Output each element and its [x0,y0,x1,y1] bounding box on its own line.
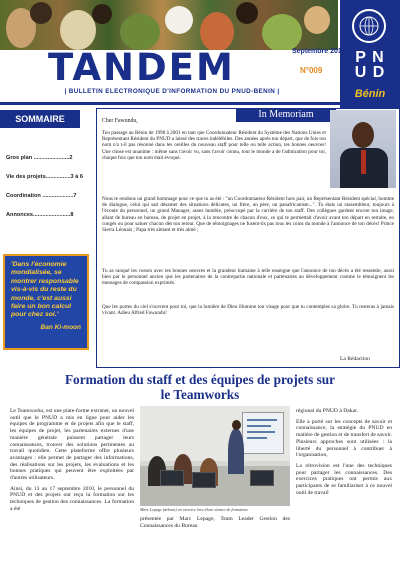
memoriam-paragraph: Ton passage au Bénin de 1998 à 2001 en tant que Coordonnateur Résident du Système des Nations Unies et Représentant Résident du PNUD a laissé des traces indélébiles. Des années après ton départ, que de fois ton nom n'a t-il pas résonné dans les oreilles du nouveau staff pour telle ou telle action, tes bonnes oeuvres! Une chose est unanime : même sans t'avoir vu, sans t'avoir connu, tout le monde a de l'admiration pour toi, chaque fois que ton nom était évoqué. [102,130,327,161]
header-photo-banner [0,0,338,50]
training-photo [140,406,290,506]
sommaire-heading: SOMMAIRE [0,110,80,128]
memoriam-title: In Memoriam [236,108,336,122]
article-paragraph: Elle a porté sur les concepts de savoir et connaissance, la stratégie du PNUD en matière de gestion et de transfert de savoir. Plusieurs approches sont utilisées : la liberté du personnel à contribuer à l'organisation, [296,418,392,459]
article-title-line-1: Formation du staff et des équipes de projets sur [64,372,336,387]
newsletter-subtitle: | BULLETIN ELECTRONIQUE D'INFORMATION DU PNUD-BENIN | [64,88,280,95]
photo-caption: Marc Lepage (debout) en exercice lors d'une séance de formation [140,507,248,512]
quote-author: Ban Ki-moon [40,323,81,331]
pnud-line-1: P N [355,49,385,66]
article-column-3 [296,408,392,496]
pnud-logo-text [341,50,399,80]
country-label: Bénin [354,88,386,100]
article-title-line-2: le Teamworks [160,387,240,402]
memoriam-signature: La Rédaction [340,356,370,362]
article-paragraph: Le Teamworks, est une plate-forme extranet, un nouvel outil que le PNUD a mis en ligne pour aider les équipes de programme et de projets afin que le staff, les équipes de projet, les partenaires externes d'une manière générale puissent partager leurs connaissances, trouver des solutions pertinentes au travail quotidien. Cette plateforme offre plusieurs avantages : elle permet de partager des informations, des réalisations sur les projets, les évaluations et les bonnes pratiques qui peuvent être exploitées par d'autres utilisateurs. [10,408,134,482]
memoriam-paragraph: Que les portes du ciel s'ouvrent pour toi, que la lumière de Dieu illumine ton visage pour que tu contemples sa gloire. Tu resteras à jamais vivant. Adieu Alfred Fawundu! [102,304,394,317]
article-paragraph: Ainsi, du 13 au 17 septembre 2010, le personnel du PNUD et des projets ont reçu la formation sur les techniques de gestion des connaissances. La formation a été [10,485,134,512]
toc-item[interactable]: Annonces........................8 [6,212,74,218]
header-divider [0,102,340,105]
toc-item[interactable]: Vie des projets................3 à 6 [6,174,83,180]
quote-box [3,254,89,350]
issue-number: N°009 [300,66,323,75]
article-column-2 [140,516,290,529]
newsletter-title: TANDEM [48,46,235,89]
article-paragraph: présentée par Marc Lepage, Team Leader Gestion des Connaissances du Bureau [140,516,290,529]
issue-date: Septembre 2010 [292,48,346,55]
memoriam-greeting: Cher Fawundu, [102,118,138,124]
article-paragraph: régional du PNUD à Dakar. [296,408,358,414]
portrait-photo [330,110,396,188]
memoriam-paragraph: Nous te rendons un grand hommage pour ce que tu as été : "un Coordonnateur Résident hors pair, un Représentant Résident spécial, homme de dialogue, celui qui sait désamer des situations délicates, un frère, un père, un panafricaniste...". Tu étais un rassembleur, toujours à l'écoute du personnel, un grand Manager, assez humble, préoccupé par la carrière de ton staff. Des collègues gardent encore ton image, allant de bureau en bureau, de projet en projet, à la rencontre de chacun d'eux, ce qui te permettait d'avoir avant ton départ en retraite, en congés ou pour saluer chacun dès ton retour. Que de témoignages ne fusent-ils pas tous les coins du monde à l'annonce de ton décès! Prince Sierra Léonais ; Papa très aimant et très aimé ; [102,196,394,234]
article-title [10,372,390,402]
memoriam-paragraph: Tu as ranqué les coeurs avec tes bonnes oeuvres et la grandeur humaine à telle enseigne que l'annonce de ton décès a été ressentie, aussi bien par le personnel ancien que les partenaires de la contrepartie nationale et partenaires au développement comme le témoignent les messages de compassion exprimés. [102,268,394,287]
article-column-1 [10,408,134,513]
toc-item[interactable]: Coordination ....................7 [6,193,77,199]
toc-item[interactable]: Gros plan .......................2 [6,155,73,161]
article-paragraph: La rétrovision est l'une des techniques pour partager les connaissances. Des exercices pratiques ont permis aux participants de se familiariser à ce nouvel outil de travail [296,462,392,496]
pnud-line-2: U D [354,64,386,81]
quote-text: 'Dans l'économie mondialisée, se montrer responsable vis-à-vis du reste du monde, c'est aussi faire un bon calcul pour chez soi.' [11,261,79,319]
un-emblem-icon [352,9,386,43]
